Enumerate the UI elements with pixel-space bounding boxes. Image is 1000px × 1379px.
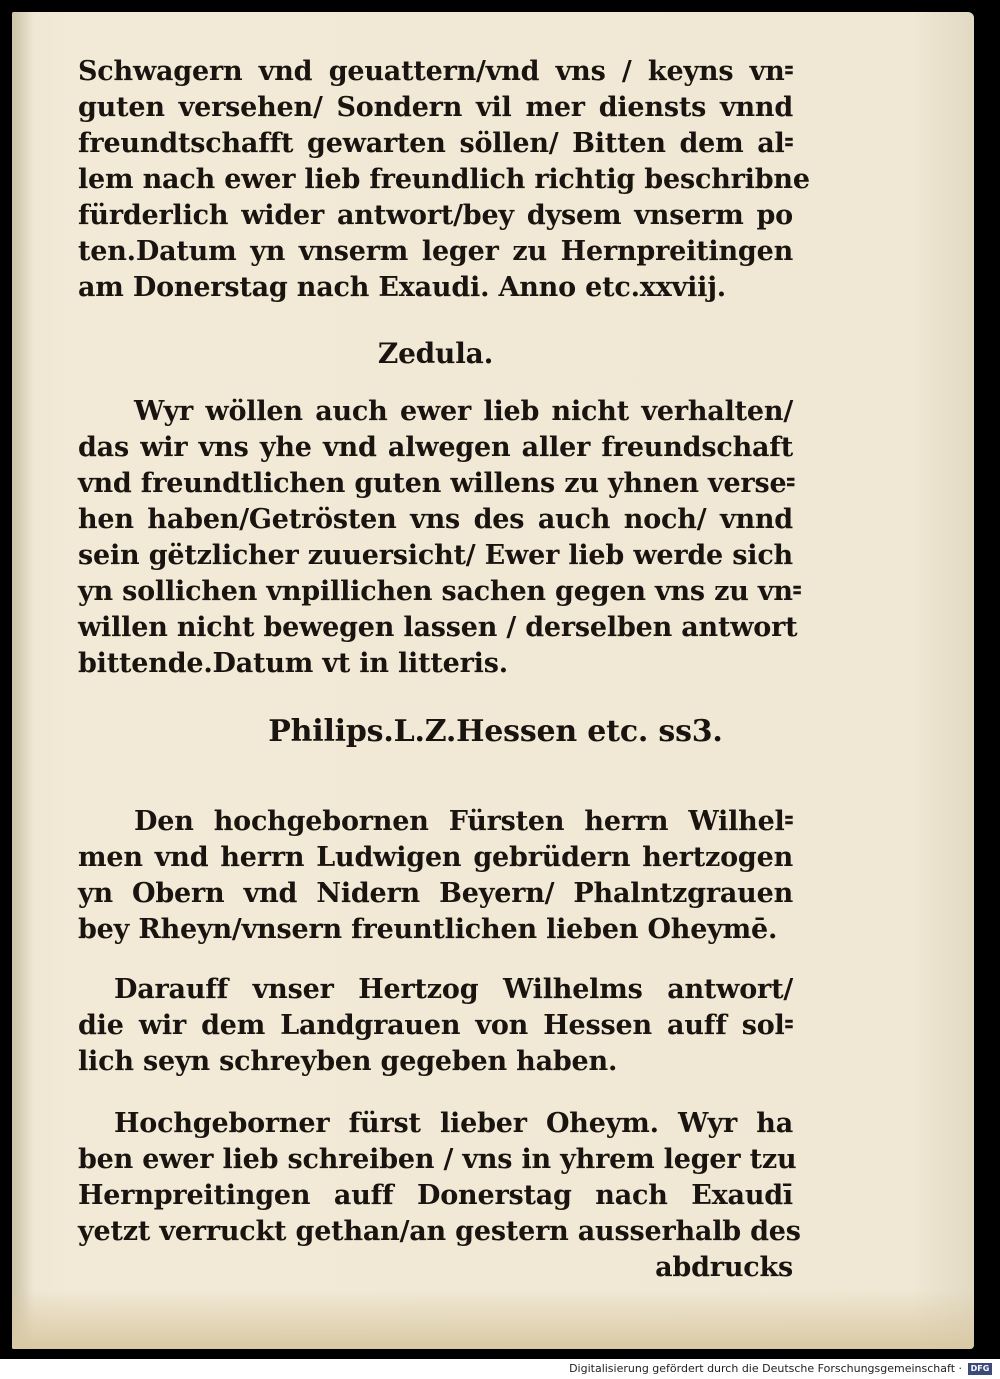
footer-bar xyxy=(0,1359,1000,1379)
text-line: lem nach ewer lieb freundlich richtig beschribne xyxy=(78,164,810,195)
text-line: das wir vns yhe vnd alwegen aller freundschaft xyxy=(78,432,793,463)
signature-line: Philips.L.Z.Hessen etc. ss3. xyxy=(268,714,723,749)
paragraph-address-body xyxy=(78,840,793,948)
text-line: bey Rheyn/vnsern freuntlichen lieben Oheymē. xyxy=(78,914,778,945)
text-line: Hochgeborner fürst lieber Oheym. Wyr ha xyxy=(114,1108,793,1139)
text-line: lich seyn schreyben gegeben haben. xyxy=(78,1046,618,1077)
paragraph-reply-intro xyxy=(78,972,793,1008)
text-line: yn sollichen vnpillichen sachen gegen vns zu vn⹀ xyxy=(78,576,802,607)
catchword: abdrucks xyxy=(655,1252,793,1283)
text-line: Schwagern vnd geuattern/vnd vns / keyns vn⹀ xyxy=(78,56,793,87)
text-line: hen haben/Getrösten vns des auch noch/ vnnd xyxy=(78,504,793,535)
text-line: die wir dem Landgrauen von Hessen auff sol⹀ xyxy=(78,1010,793,1041)
paragraph-letter-end xyxy=(78,54,810,306)
book-page xyxy=(12,12,974,1349)
text-line: fürderlich wider antwort/bey dysem vnserm po xyxy=(78,200,793,231)
text-line: Darauff vnser Hertzog Wilhelms antwort/ xyxy=(114,974,793,1005)
paragraph-zedula-body xyxy=(78,430,802,682)
text-line: men vnd herrn Ludwigen gebrüdern hertzogen xyxy=(78,842,793,873)
text-line: bittende.Datum vt in litteris. xyxy=(78,648,508,679)
text-line: sein gëtzlicher zuuersicht/ Ewer lieb werde sich xyxy=(78,540,793,571)
text-line: ten.Datum yn vnserm leger zu Hernpreitingen xyxy=(78,236,793,267)
text-line: vnd freundtlichen guten willens zu yhnen verse⹀ xyxy=(78,468,795,499)
funding-credit: Digitalisierung gefördert durch die Deutsche Forschungsgemeinschaft · xyxy=(569,1362,962,1375)
paragraph-reply-letter-body xyxy=(78,1142,801,1286)
heading-zedula: Zedula. xyxy=(377,337,494,370)
paragraph-reply-letter xyxy=(78,1106,793,1142)
text-line: Hernpreitingen auff Donerstag nach Exaudī xyxy=(78,1180,793,1211)
text-line: am Donerstag nach Exaudi. Anno etc.xxviij. xyxy=(78,272,726,303)
page-text xyxy=(78,54,810,1286)
text-line: freundtschafft gewarten söllen/ Bitten dem al⹀ xyxy=(78,128,793,159)
dfg-logo: DFG xyxy=(968,1363,992,1375)
paragraph-address xyxy=(78,804,793,840)
text-line: Den hochgebornen Fürsten herrn Wilhel⹀ xyxy=(134,806,793,837)
text-line: willen nicht bewegen lassen / derselben antwort xyxy=(78,612,798,643)
text-line: guten versehen/ Sondern vil mer diensts vnnd xyxy=(78,92,793,123)
paragraph-reply-intro-body xyxy=(78,1008,793,1080)
text-line: ben ewer lieb schreiben / vns in yhrem leger tzu xyxy=(78,1144,797,1175)
paragraph-zedula xyxy=(78,394,793,430)
text-line: yn Obern vnd Nidern Beyern/ Phalntzgrauen xyxy=(78,878,793,909)
text-line: Wyr wöllen auch ewer lieb nicht verhalten/ xyxy=(134,396,793,427)
text-line: yetzt verruckt gethan/an gestern ausserhalb des xyxy=(78,1216,801,1247)
